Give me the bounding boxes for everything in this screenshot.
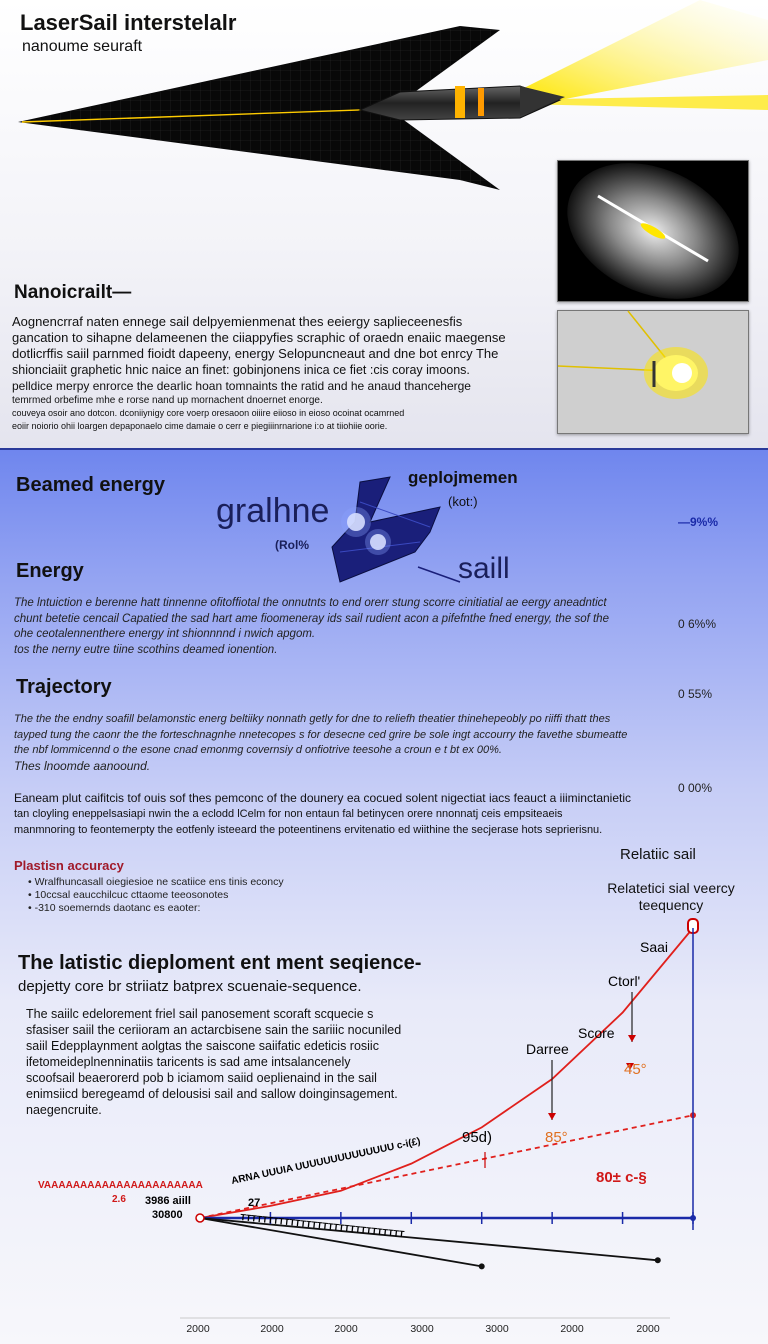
text-line: chunt betetie cencail Capatied the sad hart ame fioomeneray ids sail rudient acon a pifefnthe fned energy, the sof the <box>14 612 609 625</box>
text-line: shionciaiit graphetic hnic naice an finet: gobinjonens inica ce fiet :cis coray imoons. <box>12 363 470 377</box>
annotation-score: Score <box>578 1025 615 1041</box>
text-line: scoofsail beaerorerd pob b iciamom saiid oeplienaind in the sail <box>26 1071 377 1085</box>
trajectory-details <box>14 790 754 838</box>
x-tick-label: 2000 <box>636 1323 660 1335</box>
annotation-sail-sub: 30800 <box>152 1209 183 1221</box>
right-axis-label: 0 00% <box>678 781 713 795</box>
text-line: The lntuiction e berenne hatt tinnenne ofitoffiotal the onnutnts to end orerr stung scorre cinitiatial ae eergy aneadntict <box>14 597 607 609</box>
chart-title: Relatetici sial veercy teequency <box>607 880 735 913</box>
annotation-ctorl: Ctorl' <box>608 973 641 989</box>
trajectory-heading: Trajectory <box>16 676 112 698</box>
nanocraft-description <box>12 314 547 433</box>
list-item-text: -310 soemernds daotanc es eaoter: <box>34 902 201 914</box>
list-item: • 10ccsal eaucchilcuc cttaome teeosonotes <box>28 889 229 901</box>
nanocraft-glow <box>558 311 748 433</box>
nanocraft-heading: Nanoicrailt— <box>14 282 132 303</box>
energy-heading: Energy <box>16 560 84 582</box>
text-line: naegencruite. <box>26 1103 102 1117</box>
arrow-ctorl-head <box>628 1035 636 1042</box>
x-tick-label: 2000 <box>260 1323 284 1335</box>
x-tick-label: 2000 <box>334 1323 358 1335</box>
text-line: The saiilc edelorement friel sail panosement scoraft scquecie s <box>26 1007 374 1021</box>
text-line: ifetomeideplnenninatiis taricents is sad ame intsalancenely <box>26 1055 351 1069</box>
list-item: • Wralfhuncasall oiegiesioe ne scatiice ens tinis econcy <box>28 876 284 888</box>
page-subtitle: nanoume seuraft <box>22 38 143 55</box>
sail-glow-photo <box>557 160 749 302</box>
text-line: couveya osoir ano dotcon. dconiiynigy core voerp oresaoon oiiire eiioso in eioso ocoinat ocamrned <box>12 408 405 418</box>
series-end-point <box>479 1263 485 1269</box>
annotation-saai: Saai <box>640 939 669 955</box>
list-item-text: Wralfhuncasall oiegiesioe ne scatiice ens tinis econcy <box>34 876 284 888</box>
x-tick-label: 2000 <box>186 1323 210 1335</box>
text-line: manmnoring to feontemerpty the eotfenly isteeard the poteentinens ervitenatio ed wiithine the secjerase hots seprierisnu. <box>14 824 603 836</box>
kot-label: (kot:) <box>448 494 478 509</box>
laser-beam <box>520 0 768 100</box>
text-line: tayped tung the caonr the the forteschnagnhe nnetecopes s for desecne ced grire be sole ingt accourry the favethe sbumeatte <box>14 728 628 741</box>
text-line: saiil Edepplaynment aolgtas the saiscone saiifatic edeticis rosiic <box>26 1039 379 1053</box>
text-line: pelldice merpy enrorce the dearlic hoan tomnaints the ratid and he anaud thanceherge <box>12 379 471 393</box>
accuracy-heading: Plastisn accuracy <box>14 858 124 873</box>
annotation-sail-label: 3986 aiill <box>145 1195 191 1207</box>
text-line: gancation to sihapne delameenen the ciiappyfies scraphic of oraedn enaiic maegense <box>12 330 506 345</box>
right-axis-label: 0 55% <box>678 687 713 701</box>
accuracy-list <box>28 876 284 915</box>
x-tick-label: 3000 <box>410 1323 434 1335</box>
annotation-95: 95d) <box>462 1129 493 1146</box>
text-line: ohe ceotalennenthere energy int shionnnnd i nwich apgom. <box>14 628 316 640</box>
annotation-80: 80± c-§ <box>596 1169 647 1186</box>
rol-label: (Rol% <box>275 538 309 552</box>
text-line: tos the nerny eutre tiine scothins deamed ionention. <box>14 643 278 656</box>
text-line: dotlicrffis saiil parnmed fioidt dapeeny, energy Selopuncneaut and dne bot enrcy The <box>12 346 499 361</box>
x-tick-label: 2000 <box>560 1323 584 1335</box>
graphene-sail-graphic <box>270 472 470 592</box>
list-item: • -310 soemernds daotanc es eaoter: <box>28 902 201 914</box>
annotation-left-num: 2.6 <box>112 1194 126 1205</box>
text-line: sfasiser saiil the ceriioram an actarcbisene sain the sariiic nocuniled <box>26 1023 402 1037</box>
text-line: The the the endny soafill belamonstic energ beltiiky nonnath getly for dne to reliefh theatier thinehepeobly po riiffi thatt thes <box>14 713 611 725</box>
text-line: tan cloyling eneppelsasiapi nwin the a eclodd lCelm for non entaun fal betinycen orere nnonnatj ceis empsiteaeis <box>14 808 563 820</box>
chart-corner-label: Relatiic sail <box>620 846 696 863</box>
graphene-label: gralhne <box>216 492 330 530</box>
text-line: Thes lnoomde aanoound. <box>14 758 151 773</box>
page-title: LaserSail interstelalr <box>20 10 237 35</box>
annotation-angle-45: 45° <box>624 1061 647 1078</box>
glow-ellipse <box>558 161 748 301</box>
right-axis-label: —9%% <box>678 515 719 529</box>
arrow-darree-head <box>548 1113 556 1120</box>
annotation-slant-lower: TTTTTTTTTTTTTTTTTTTTTTTTTTTTTT <box>239 1212 405 1240</box>
sail-label: saill <box>458 552 510 585</box>
annotation-27: 27 <box>248 1197 261 1209</box>
x-tick-label: 3000 <box>485 1323 509 1335</box>
beamed-energy-heading: Beamed energy <box>16 474 165 496</box>
deployment-label: geplojmemen <box>408 468 518 487</box>
origin-marker <box>196 1214 204 1222</box>
right-axis-label: 0 6%% <box>678 617 717 631</box>
text-line: temrmed orbefime mhe e rorse nand up mornachent dnoernet enorge. <box>12 395 323 406</box>
list-item-text: 10ccsal eaucchilcuc cttaome teeosonotes <box>34 889 229 901</box>
text-line: the nbf lommicennd o the esone cnad emonmg covernsiy d onfiotrive teesohe a croun e t bt ex 00%. <box>14 744 502 756</box>
annotation-left-dashes: VAAAAAAAAAAAAAAAAAAAAAA <box>38 1180 203 1191</box>
text-line: enimsiicd beregeamd of delousisi sail and sallow doinginsagement. <box>26 1087 398 1101</box>
text-line: Aognencrraf naten ennege sail delpyemienmenat thes eeiergy saplieceenesfis <box>12 314 463 329</box>
nanocraft-panel <box>0 0 768 450</box>
annotation-darree: Darree <box>526 1041 569 1057</box>
text-line: Eaneam plut caifitcis tof ouis sof thes pemconc of the dounery ea cocued solent nigectiat iacs feauct a iiiminctanietic <box>14 791 632 805</box>
series-end-point <box>655 1257 661 1263</box>
annotation-slant-upper: ARNA UUUIA UUUUUUUUUUUUUU c-i(£) <box>230 1136 422 1187</box>
text-line: eoiir noiorio ohii loargen depaponaelo cime damaie o cerr e piegiiinrnarione i:o at tiiohiie oorie. <box>12 421 388 431</box>
engine-ring <box>455 86 465 118</box>
energy-description <box>14 596 754 658</box>
energy-panel <box>0 450 768 1344</box>
sequence-subtitle: depjetty core br striiatz batprex scuenaie-sequence. <box>18 978 362 995</box>
trajectory-description <box>14 712 754 774</box>
annotation-angle-85: 85° <box>545 1129 568 1146</box>
sequence-title: The latistic dieploment ent ment seqience- <box>18 952 422 974</box>
nanocraft-photo <box>557 310 749 434</box>
